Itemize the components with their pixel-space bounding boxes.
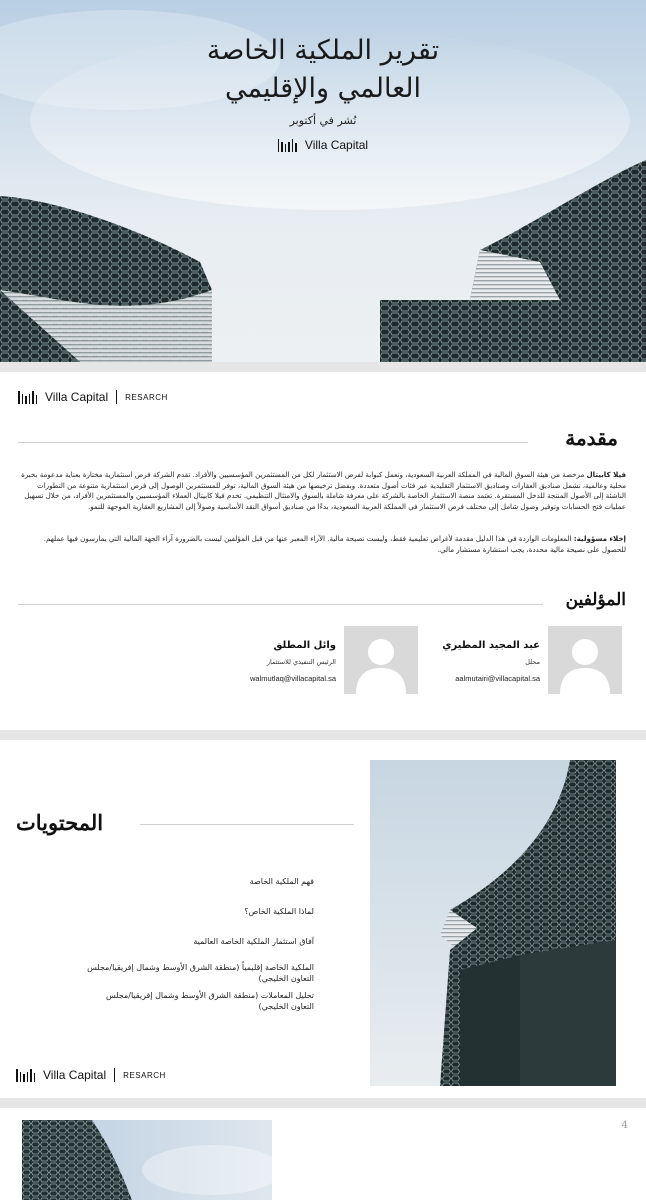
cover-title-line2: العالمي والإقليمي [225, 73, 421, 104]
cover-logo [0, 138, 646, 152]
villa-capital-logo-icon [16, 1069, 35, 1082]
header-brand-name: Villa Capital [45, 390, 109, 404]
disclaimer-label: إخلاء مسؤولية: [573, 534, 626, 543]
cover-page [0, 0, 646, 362]
toc-item[interactable]: آفاق استثمار الملكية الخاصة العالمية [193, 937, 314, 946]
author-card [128, 626, 418, 696]
header-divider [116, 390, 117, 404]
page4-building-image [22, 1120, 272, 1200]
footer-brand-name: Villa Capital [43, 1068, 107, 1082]
disclaimer-text: المعلومات الواردة في هذا الدليل مقدمة لأغراض تعليمية فقط، وليست نصيحة مالية. الآراء المعبر عنها من قبل المؤلفين ليست بالضرورة آراء الجهة المالية التي يمارسون فيها عملهم. للحصول على نصيحة مالية محددة، يجب استشارة مستشار مالي. [43, 534, 626, 554]
toc-item[interactable]: لماذا الملكية الخاص؟ [244, 907, 314, 916]
disclaimer-paragraph [18, 534, 626, 555]
author-role: محلل [525, 658, 540, 666]
intro-paragraph-text: مرخصة من هيئة السوق المالية في المملكة العربية السعودية، وتعمل كبوابة لفرص الاستثمار لكل من المستثمرين المؤسسيين والأفراد. تقدم الشركة فرص استثمارية مختارة بعناية مدعومة بخبرة محلية وعالمية، تشمل صناديق العقارات وصناديق الاستثمار التقليدية عبر فئات أصول متعددة. وبفضل ترخيصها من هيئة السوق المالية، توفر للمستثمرين الوصول إلى فرص استثمارية متنوعة من التطورات الناشئة إلى الأصول المنتجة للدخل المستقرة. تعتمد منصة الاستثمار الخاصة بالشركة على معرفة شاملة بالسوق والامتثال التنظيمي. تخدم فيلا كابيتال العملاء المؤسسيين والمستثمرين الأفراد، من خلال تسهيل عمليات فتح الحسابات وتوفير وصول شامل إلى مختلف فرص الاستثمار في المملكة العربية السعودية، بدءًا من صناديق أسواق النقد الأساسية وصولاً إلى المشاريع العقارية الموجهة للنمو. [21, 470, 626, 511]
contents-heading-rule [140, 824, 354, 825]
author-email[interactable]: aalmutairi@villacapital.sa [455, 674, 540, 683]
footer-divider [114, 1068, 115, 1082]
page-4 [0, 1108, 646, 1200]
toc-item[interactable]: تحليل المعاملات (منطقة الشرق الأوسط وشمال إفريقيا/مجلس التعاون الخليجي) [105, 991, 314, 1011]
author-name: وائل المطلق [273, 640, 336, 651]
authors-heading-rule [18, 604, 543, 605]
contents-heading: المحتويات [16, 810, 104, 835]
page-header-brand [18, 390, 168, 404]
toc-item[interactable]: الملكية الخاصة إقليمياً (منطقة الشرق الأوسط وشمال إفريقيا/مجلس التعاون الخليجي) [87, 963, 314, 983]
intro-page [0, 372, 646, 730]
avatar-placeholder-icon [548, 626, 622, 694]
villa-capital-logo-icon [18, 391, 37, 404]
header-section-label: RESARCH [125, 392, 168, 402]
toc-item[interactable]: فهم الملكية الخاصة [249, 877, 314, 886]
author-role: الرئيس التنفيذي للاستثمار [266, 658, 336, 666]
contents-building-image [370, 760, 616, 1086]
page-number: 4 [621, 1120, 628, 1131]
authors-heading: المؤلفين [565, 590, 626, 610]
villa-capital-logo-icon [278, 139, 297, 152]
intro-heading: مقدمة [565, 426, 618, 450]
page-footer-brand [16, 1068, 166, 1082]
contents-page [0, 740, 646, 1098]
cover-title-line1: تقرير الملكية الخاصة [206, 35, 440, 66]
company-name: فيلا كابيتال [586, 470, 626, 479]
cover-brand-name: Villa Capital [304, 138, 369, 152]
author-name: عبد المجيد المطيري [442, 640, 540, 651]
intro-paragraph [18, 470, 626, 512]
footer-section-label: RESARCH [123, 1070, 166, 1080]
cover-published: نُشر في أكتوبر [289, 114, 357, 127]
author-email[interactable]: walmutlaq@villacapital.sa [250, 674, 336, 683]
intro-heading-rule [18, 442, 528, 443]
avatar-placeholder-icon [344, 626, 418, 694]
cover-title [0, 32, 646, 108]
